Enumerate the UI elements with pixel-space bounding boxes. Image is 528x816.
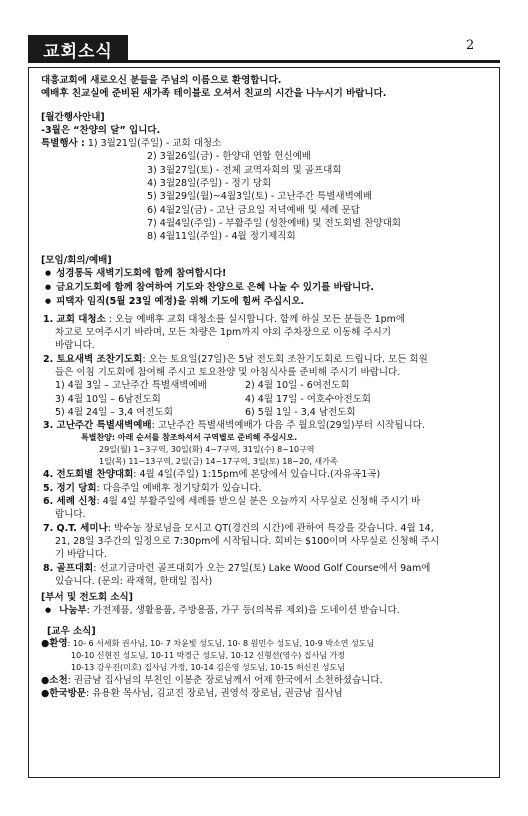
item-text: : 다음주일 예배후 정기당회가 있습니다. (96, 482, 262, 494)
schedule-cell: 2) 4월 10일 - 6여전도회 (245, 380, 350, 392)
schedule-cell: 4) 4월 17일 - 여호수아전도회 (245, 393, 371, 405)
special-praise-schedule: 29일(월) 1~3구역, 30일(화) 4~7구역, 31일(수) 8~10구역 (99, 445, 315, 455)
event-item: 4) 3월28일(주일) - 정기 당회 (147, 178, 272, 190)
special-praise-note: 특별찬양: 아래 순서를 참조하셔서 구역별로 준비해 주십시오. (81, 433, 298, 443)
korea-visit-title: ●한국방문 (41, 688, 86, 700)
welcome-line: 예배후 친교실에 준비된 새가족 테이블로 오셔서 친교의 시간을 나누시기 바랍니다. (41, 88, 387, 100)
called-home-text: : 권금남 집사님의 부친인 이봉춘 장로님께서 어제 한국에서 소천하셨습니다. (67, 674, 383, 686)
item-text: : 고난주간 특별새벽예배가 다음 주 월요일(29일)부터 시작됩니다. (151, 420, 425, 432)
schedule-cell: 1) 4월 3일 – 고난주간 특별새벽예배 (55, 380, 207, 392)
service-bullet-text: : 가전제품, 생활용품, 주방용품, 가구 등(의복류 제외)을 도네이션 받습니다. (86, 605, 400, 617)
meetings-heading: [모임/회의/예배] (41, 254, 112, 266)
item-text: : 선교기금마련 골프대회가 오는 27일(토) Lake Wood Golf Course에서 9am에 (93, 562, 431, 574)
item-title: 3. 고난주간 특별새벽예배 (43, 420, 152, 432)
item-cleaning (41, 313, 487, 326)
item-title: 6. 세례 신청 (43, 496, 97, 508)
event-item: 6) 4월2일(금) - 고난 금요일 저녁예배 및 세례 문답 (147, 204, 360, 216)
item-title: 4. 전도회별 찬양대회 (43, 469, 134, 481)
service-bullet (41, 604, 487, 618)
welcome-text: 10-13 강우진(미호) 집사님 가정, 10-14 김은영 성도님, 10-15 허신진 성도님 (71, 662, 345, 672)
monthly-theme: -3월은 “찬양의 달” 입니다. (41, 124, 161, 136)
item-golf (41, 562, 487, 575)
service-heading: [부서 및 전도회 소식] (41, 592, 134, 604)
header-rule (128, 60, 500, 63)
item-session-meeting (41, 482, 487, 495)
content-frame (28, 67, 500, 778)
meeting-bullet: ● 피택자 임직(5월 23일 예정)을 위해 기도에 힘써 주십시오. (41, 295, 487, 309)
schedule-cell: 6) 5월 1일 - 3,4 남전도회 (245, 406, 356, 418)
welcome-text: 10-10 신현진 성도님, 10-11 박경근 성도님, 10-12 신형선(영수) 집사님 가정 (71, 650, 345, 660)
item-praise-contest (41, 468, 487, 481)
meeting-bullet: ● 금요기도회에 함께 참여하여 기도와 찬양으로 은혜 나눌 수 있기를 바랍니다. (41, 281, 487, 295)
korea-visit-row (41, 687, 487, 700)
item-text: : 오는 토요일(27일)은 5남 전도회 조찬기도회로 드립니다. 모든 회원 (142, 353, 428, 365)
event-item: 1) 3월21일(주일) - 교회 대청소 (87, 138, 222, 150)
called-home-title: ●소천 (41, 674, 68, 686)
members-heading: [교우 소식] (47, 625, 96, 637)
section-title: 교회소식 (28, 35, 128, 63)
item-text: : 4월 4일(주일) 1:15pm에 본당에서 있습니다.(자유곡1곡) (133, 469, 381, 481)
item-text: : 박수농 장로님을 모시고 QT(경건의 시간)에 관하여 특강을 갖습니다. 4월 14, (107, 522, 434, 534)
item-saturday-prayer (41, 353, 487, 366)
korea-visit-text: : 유용환 목사님, 김교진 장로님, 권영석 장로님, 권금남 집사님 (86, 688, 343, 700)
schedule-row (41, 406, 487, 419)
item-text: : 4월 4일 부활주일에 세례를 받으실 분은 오늘까지 사무실로 신청해 주시기 바 (96, 496, 421, 508)
schedule-row (41, 393, 487, 406)
item-text: 랍니다. (55, 509, 86, 521)
welcome-line: 대흥교회에 새로오신 분들을 주님의 이름으로 환영합니다. (41, 75, 282, 86)
item-title: 8. 골프대회 (43, 562, 94, 574)
item-text: 차고로 모여주시기 바라며, 모든 차량은 1pm까지 야외 주차장으로 이동해 주시기 (55, 327, 392, 339)
schedule-cell: 3) 4월 10일 – 6남전도회 (55, 393, 161, 405)
item-passion-week (41, 419, 487, 432)
welcome-title: ●환영 (41, 637, 68, 649)
event-item: 7) 4월4일(주일) - 부활주일 (성찬예배) 및 전도회별 찬양대회 (147, 217, 401, 229)
item-text: 바랍니다. (55, 340, 95, 352)
event-item: 8) 4월11일(주일) - 4월 정기제직회 (147, 231, 296, 243)
service-bullet-title: 나눔부 (59, 605, 87, 617)
called-home-row (41, 674, 487, 687)
page-number: 2 (466, 38, 475, 53)
item-title: 5. 정기 당회 (43, 482, 97, 494)
event-item: 3) 3월27일(토) - 전체 교역자회의 및 골프대회 (147, 164, 342, 176)
welcome-row (41, 638, 487, 650)
item-baptism (41, 495, 487, 508)
item-qt-seminar (41, 522, 487, 535)
item-text: 들은 이침 기도회에 참여해 주시고 토요찬양 및 아침식사를 준비해 주시기 바랍니다. (55, 366, 401, 378)
schedule-row (41, 379, 487, 392)
item-title: 7. Q.T. 세미나 (43, 522, 108, 534)
monthly-heading: [월간행사안내] (41, 111, 105, 123)
item-text: 21, 28일 3주간의 일정으로 7:30pm에 시작됩니다. 회비는 $100이며 사무실로 신청해 주시 (55, 535, 440, 547)
welcome-text: : 10- 6 서세화 권사님, 10- 7 차윤빛 성도님, 10- 8 원민수 성도님, 10-9 박소연 성도님 (67, 638, 375, 648)
item-text: 기 바랍니다. (55, 549, 107, 561)
event-item: 2) 3월26일(금) - 한양대 연합 헌신예배 (147, 151, 311, 163)
meeting-bullet: ● 성경통독 새벽기도회에 함께 참여합시다! (41, 267, 487, 281)
item-title: 2. 토요새벽 조찬기도회 (43, 353, 143, 365)
special-praise-schedule: 1일(목) 11~13구역, 2일(금) 14~17구역, 3일(토) 18~20, 새가족 (99, 457, 338, 467)
item-title: 1. 교회 대청소 (43, 313, 106, 325)
schedule-cell: 5) 4월 24일 – 3,4 여전도회 (55, 406, 173, 418)
item-text: : 오늘 예배후 교회 대청소를 실시합니다. 함께 하실 모든 분들은 1pm에 (105, 313, 406, 325)
event-item: 5) 3월29일(월)~4월3일(토) - 고난주간 특별새벽예배 (147, 191, 373, 203)
event-row (41, 137, 487, 150)
item-text: 있습니다. (문의: 곽재혁, 한태일 집사) (55, 575, 213, 587)
events-label: 특별행사 : (41, 138, 85, 150)
